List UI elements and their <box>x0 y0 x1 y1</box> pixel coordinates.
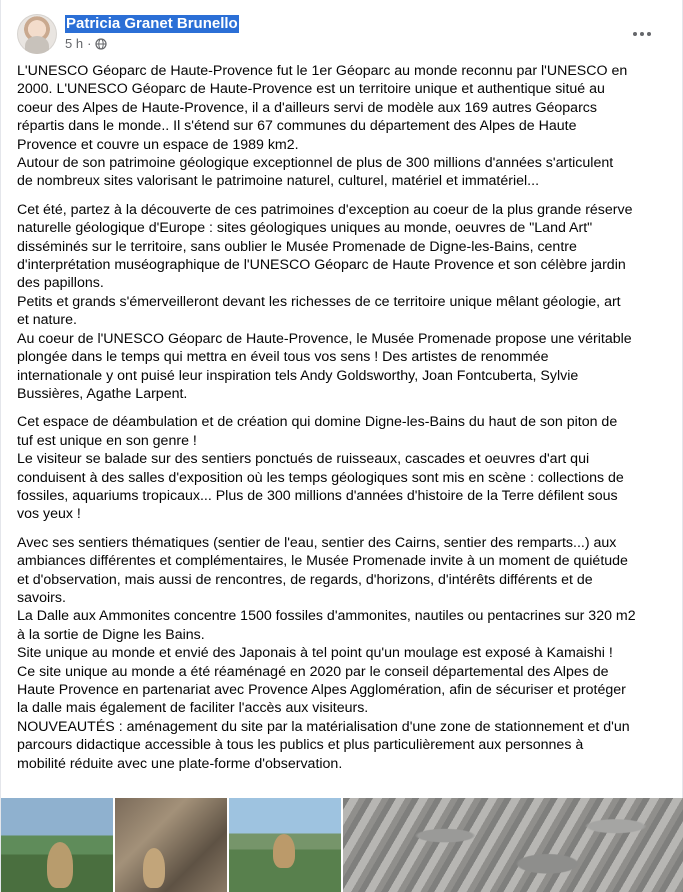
post-text-line: internationale y ont puisé leur inspiration tels Andy Goldsworthy, Joan Fontcuberta, Sylvie <box>17 367 579 384</box>
post-text-line: tuf est unique en son genre ! <box>17 432 197 449</box>
post-text-line: Ce site unique au monde a été réaménagé en 2020 par le conseil départemental des Alpes de <box>17 663 609 680</box>
post-text-line: ambiances différentes et complémentaires, le Musée Promenade invite à un moment de quiétude <box>17 553 628 570</box>
post-text-line: coeur des Alpes de Haute-Provence, il a d'ailleurs servi de modèle aux 169 autres Géoparcs <box>17 99 597 116</box>
cairn-valley-photo[interactable] <box>229 798 341 892</box>
more-options-icon <box>633 32 637 36</box>
post-paragraph <box>17 534 667 773</box>
cairn-meadow-photo[interactable] <box>1 798 113 892</box>
post-text-line: Cet été, partez à la découverte de ces patrimoines d'exception au coeur de la plus grande réserve <box>17 201 633 218</box>
post-text-line: NOUVEAUTÉS : aménagement du site par la matérialisation d'une zone de stationnement et d'un <box>17 718 630 735</box>
post-text-line: La Dalle aux Ammonites concentre 1500 fossiles d'ammonites, nautiles ou pentacrines sur 320 m2 <box>17 608 636 625</box>
post-text-line: Petits et grands s'émerveilleront devant les richesses de ce territoire unique mêlant géologie, art <box>17 293 621 310</box>
post-text-line: Provence et couvre un espace de 1989 km2. <box>17 136 299 153</box>
post-text-line: disséminés sur le territoire, sans oublier le Musée Promenade de Digne-les-Bains, centre <box>17 238 577 255</box>
post-text-line: à la sortie de Digne les Bains. <box>17 626 205 643</box>
post-text-line: Autour de son patrimoine géologique exceptionnel de plus de 300 millions d'années s'articulent <box>17 155 614 172</box>
author-avatar[interactable] <box>17 14 57 54</box>
ammonite-slab-photo[interactable] <box>343 798 683 892</box>
post-paragraph <box>17 62 667 191</box>
post-text-line: Cet espace de déambulation et de création qui domine Digne-les-Bains du haut de son piton de <box>17 414 618 431</box>
post-text-line: naturelle géologique d'Europe : sites géologiques uniques au monde, oeuvres de "Land Art" <box>17 220 593 237</box>
post-text-line: 2000. L'UNESCO Géoparc de Haute-Provence est un territoire unique et authentique situé au <box>17 81 605 98</box>
post-text-line: de nombreux sites valorisant le patrimoine naturel, culturel, matériel et immatériel... <box>17 173 540 190</box>
cairn-cliff-photo[interactable] <box>115 798 227 892</box>
post-text-line: et d'observation, mais aussi de rencontres, de regards, d'horizons, d'intérêts différents et de <box>17 571 593 588</box>
post-body <box>17 62 667 783</box>
globe-icon[interactable] <box>95 38 107 50</box>
post-text-line: d'interprétation muséographique de l'UNESCO Géoparc de Haute Provence et son célèbre jardin <box>17 257 626 274</box>
author-name[interactable]: Patricia Granet Brunello <box>66 15 238 32</box>
post-text-line: Bussières, Agathe Larpent. <box>17 385 188 402</box>
post-text-line: Site unique au monde et envié des Japonais à tel point qu'un moulage est exposé à Kamaishi ! <box>17 645 613 662</box>
post-text-line: Avec ses sentiers thématiques (sentier de l'eau, sentier des Cairns, sentier des remparts...) aux <box>17 534 617 551</box>
post-text-line: répartis dans le monde.. Il s'étend sur 67 communes du département des Alpes de Haute <box>17 118 577 135</box>
post-text-line: parcours didactique accessible à tous les publics et plus particulièrement aux personnes à <box>17 737 584 754</box>
post-text-line: et nature. <box>17 312 77 329</box>
post-paragraph <box>17 413 667 523</box>
post-header <box>17 14 670 56</box>
post-text-line: fossiles, aquariums tropicaux... Plus de 300 millions d'années d'histoire de la Terre défilent sous <box>17 487 618 504</box>
post-text-line: Le visiteur se balade sur des sentiers ponctués de ruisseaux, cascades et oeuvres d'art qui <box>17 451 590 468</box>
post-text-line: savoirs. <box>17 589 66 606</box>
post-text-line: la dalle mais également de faciliter l'accès aux visiteurs. <box>17 700 369 717</box>
post-text-line: Au coeur de l'UNESCO Géoparc de Haute-Provence, le Musée Promenade propose une véritable <box>17 330 632 347</box>
post-text-line: conduisent à des salles d'exposition où les temps géologiques sont mis en scène : collections de <box>17 469 624 486</box>
post-text-line: Haute Provence en partenariat avec Provence Alpes Agglomération, afin de sécuriser et protéger <box>17 682 626 698</box>
post-text-line: des papillons. <box>17 275 104 292</box>
post-time[interactable]: 5 h <box>65 36 84 51</box>
meta-separator: · <box>87 36 92 51</box>
post-text-line: plongée dans le temps qui mettra en éveil tous vos sens ! Des artistes de renommée <box>17 349 549 366</box>
post-text-line: L'UNESCO Géoparc de Haute-Provence fut le 1er Géoparc au monde reconnu par l'UNESCO en <box>17 63 628 79</box>
post-text-line: vos yeux ! <box>17 506 81 523</box>
post-paragraph <box>17 201 667 403</box>
post-meta <box>65 36 107 51</box>
post-text-line: mobilité réduite avec une plate-forme d'observation. <box>17 755 343 772</box>
photo-grid <box>1 798 683 892</box>
more-options-button[interactable] <box>628 20 656 48</box>
